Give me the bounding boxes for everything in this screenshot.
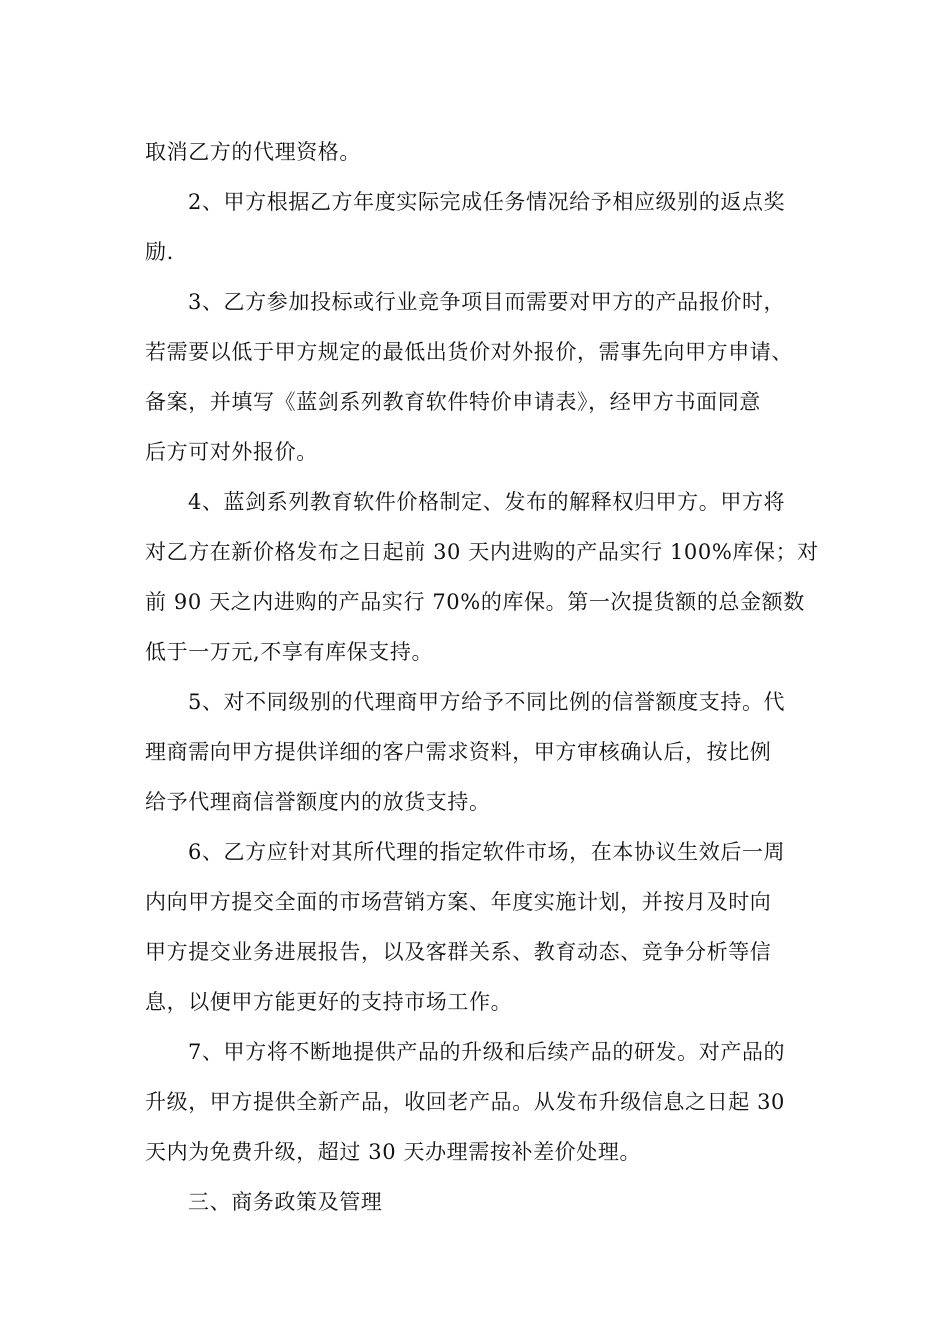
text-line: 后方可对外报价。 [145, 440, 318, 464]
text-line: 对乙方在新价格发布之日起前 30 天内进购的产品实行 100%库保；对 [145, 540, 819, 564]
text-line: 息，以便甲方能更好的支持市场工作。 [145, 990, 513, 1014]
text-line: 甲方提交业务进展报告，以及客群关系、教育动态、竞争分析等信 [145, 940, 772, 964]
text-line: 5、对不同级别的代理商甲方给予不同比例的信誉额度支持。代 [188, 690, 786, 714]
text-line: 理商需向甲方提供详细的客户需求资料，甲方审核确认后，按比例 [145, 740, 772, 764]
text-line: 励. [145, 240, 174, 264]
text-line: 内向甲方提交全面的市场营销方案、年度实施计划，并按月及时向 [145, 890, 772, 914]
text-line: 6、乙方应针对其所代理的指定软件市场，在本协议生效后一周 [188, 840, 786, 864]
text-line: 若需要以低于甲方规定的最低出货价对外报价，需事先向甲方申请、 [145, 340, 793, 364]
text-line: 低于一万元,不享有库保支持。 [145, 640, 434, 664]
text-line: 备案，并填写《蓝剑系列教育软件特价申请表》，经甲方书面同意 [145, 390, 761, 414]
text-line: 2、甲方根据乙方年度实际完成任务情况给予相应级别的返点奖 [188, 190, 786, 214]
text-line: 3、乙方参加投标或行业竞争项目而需要对甲方的产品报价时， [188, 290, 786, 314]
section-heading: 三、商务政策及管理 [188, 1190, 383, 1214]
text-line: 4、蓝剑系列教育软件价格制定、发布的解释权归甲方。甲方将 [188, 490, 786, 514]
text-line: 天内为免费升级，超过 30 天办理需按补差价处理。 [145, 1140, 642, 1164]
text-line: 取消乙方的代理资格。 [145, 140, 361, 164]
text-line: 给予代理商信誉额度内的放货支持。 [145, 790, 491, 814]
text-line: 7、甲方将不断地提供产品的升级和后续产品的研发。对产品的 [188, 1040, 786, 1064]
text-line: 升级，甲方提供全新产品，收回老产品。从发布升级信息之日起 30 [145, 1090, 785, 1114]
text-line: 前 90 天之内进购的产品实行 70%的库保。第一次提货额的总金额数 [145, 590, 805, 614]
